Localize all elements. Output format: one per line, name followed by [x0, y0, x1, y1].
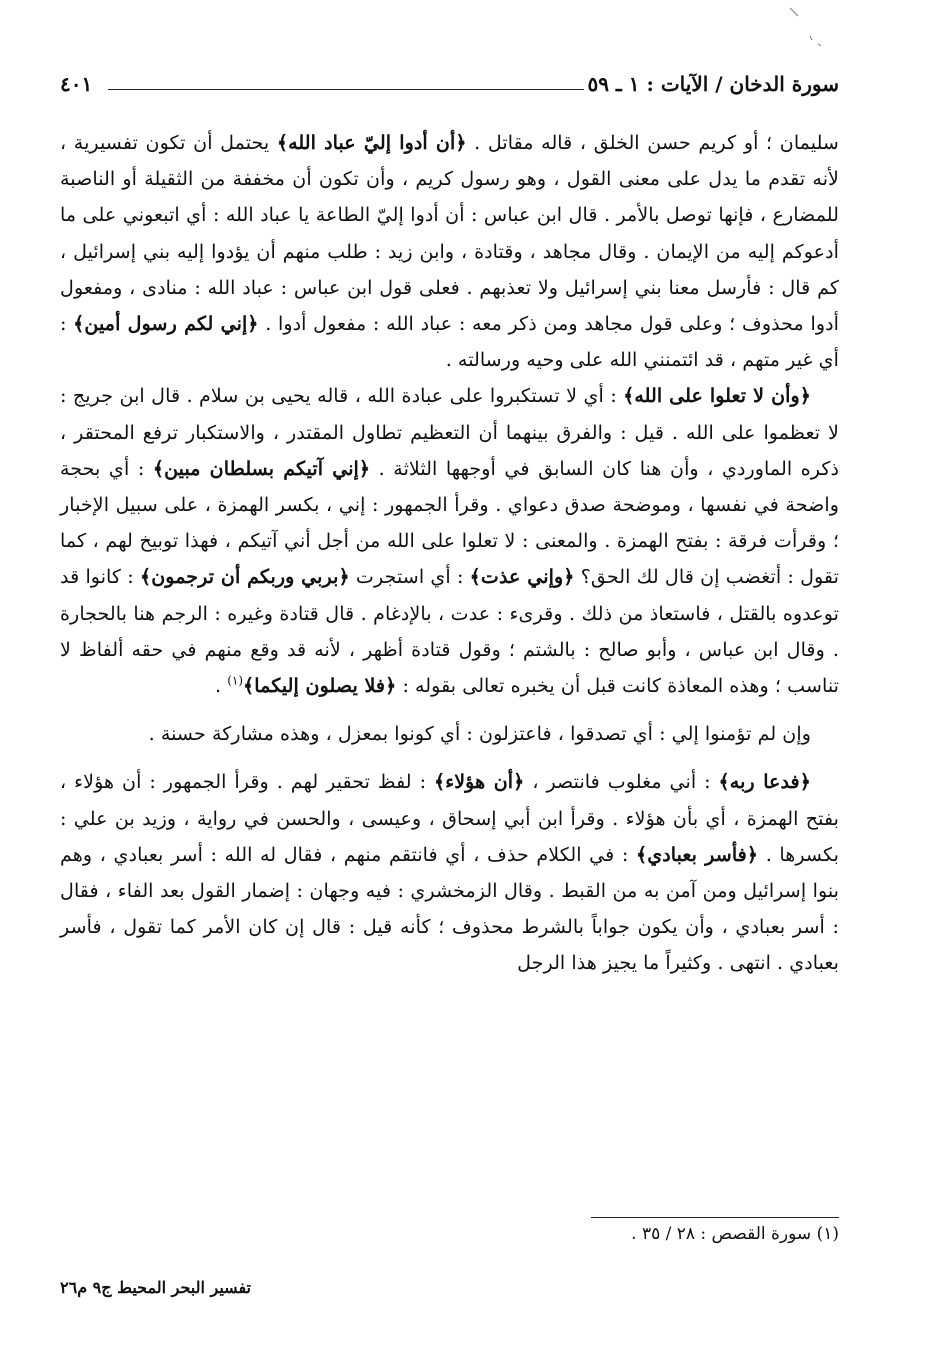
- text-run: : في الكلام حذف ، أي فانتقم منهم ، فقال له الله : أسر بعبادي ، وهم بنوا إسرائيل ومن آمن به من القبط . وقال الزمخشري : فيه وجهان : إضمار القول بعد الفاء ، فقال : أسر بعبادي ، وأن يكون جواباً بالشرط محذوف ؛ كأنه قيل : قال إن كان الأمر كما تقول ، فأسر بعبادي . انتهى . وكثيراً ما يجيز هذا الرجل: [60, 842, 839, 975]
- signature-line: تفسير البحر المحيط ج٩ م٢٦: [60, 1278, 251, 1297]
- paragraph-4: [60, 764, 839, 981]
- text-run: : كانوا قد توعدوه بالقتل ، فاستعاذ من ذلك . وقرىء : عدت ، بالإدغام . قال قتادة وغيره : الرجم هنا بالحجارة . وقال ابن عباس ، وأبو صالح : بالشتم ؛ وقول قتادة أظهر ، لأنه قد وقع منهم في حقه ألفاظ لا تناسب ؛ وهذه المعاذة كانت قبل أن يخبره تعالى بقوله :: [60, 565, 839, 698]
- footnote-reference: (١): [227, 673, 244, 688]
- quran-quote: ﴿أن هؤلاء﴾: [433, 770, 525, 794]
- text-run: يحتمل أن تكون تفسيرية ، لأنه تقدم ما يدل على معنى القول ، وهو رسول كريم ، وأن تكون أن مخففة من الثقيلة أو الناصبة للمضارع ، فإنها توصل بالأمر . قال ابن عباس : أن أدوا إليّ الطاعة يا عباد الله : أي اتبعوني على ما أدعوكم إليه من الإيمان . وقال مجاهد ، وقتادة ، وابن زيد : طلب منهم أن يؤدوا إليه بني إسرائيل ، كم قال : فأرسل معنا بني إسرائيل ولا تعذبهم . فعلى قول ابن عباس : عباد الله : منادى ، ومفعول أدوا محذوف ؛ وعلى قول مجاهد ومن ذكر معه : عباد الله : مفعول أدوا .: [60, 131, 839, 336]
- quran-quote: ﴿إني آتيكم بسلطان مبين﴾: [152, 456, 371, 480]
- text-run: : أي لا تستكبروا على عبادة الله ، قاله يحيى بن سلام . قال ابن جريج : لا تعظموا على الله . قيل : والفرق بينهما أن التعظيم تطاول المقتدر ، والاستكبار ترفع المحتقر ، ذكره الماوردي ، وأن هنا كان السابق في أوجهها الثلاثة .: [60, 384, 840, 480]
- scan-speck-mark: [788, 6, 828, 50]
- paragraph-2: [60, 378, 839, 704]
- text-run: : أي غير متهم ، قد ائتمنني الله على وحيه ورسالته .: [60, 312, 839, 372]
- paragraph-1: [60, 125, 839, 378]
- footnote: (١) سورة القصص : ٢٨ / ٣٥ .: [631, 1224, 839, 1244]
- page-number: ٤٠١: [60, 72, 93, 96]
- quran-quote: ﴿إني لكم رسول أمين﴾: [73, 312, 259, 336]
- text-run: : أي استجرت: [349, 565, 470, 589]
- text-run: : لفظ تحقير لهم . وقرأ الجمهور : أن هؤلاء ، بفتح الهمزة ، أي بأن هؤلاء . وقرأ ابن أبي إسحاق ، وعيسى ، والحسن في رواية ، وزيد بن علي : بكسرها .: [60, 770, 839, 866]
- quran-quote: ﴿فأسر بعبادي﴾: [635, 842, 759, 866]
- text-run: : أي بحجة واضحة في نفسها ، وموضحة صدق دعواي . وقرأ الجمهور : إني ، بكسر الهمزة ، على سبيل الإخبار ؛ وقرأت فرقة : بفتح الهمزة . والمعنى : لا تعلوا على الله من أجل أني آتيكم ، فهذا توبيخ لهم ، كما تقول : أتغضب إن قال لك الحق؟: [60, 456, 839, 589]
- text-run: وإن لم تؤمنوا إلي : أي تصدقوا ، فاعتزلون : أي كونوا بمعزل ، وهذه مشاركة حسنة .: [148, 722, 811, 746]
- quran-quote: ﴿وأن لا تعلوا على الله﴾: [623, 384, 811, 408]
- quran-quote: ﴿فلا يصلون إليكما﴾: [243, 674, 397, 698]
- quran-quote: ﴿وإني عذت﴾: [469, 565, 575, 589]
- running-header: [60, 72, 839, 106]
- footnote-rule: [591, 1217, 839, 1218]
- chapter-title: سورة الدخان / الآيات : ١ ـ ٥٩: [587, 72, 839, 96]
- main-text: [60, 125, 839, 982]
- quran-quote: ﴿بربي وربكم أن ترجمون﴾: [139, 565, 350, 589]
- text-run: : أني مغلوب فانتصر ،: [524, 770, 719, 794]
- header-rule: [108, 89, 584, 90]
- paragraph-3: [60, 716, 839, 752]
- text-run: سليمان ؛ أو كريم حسن الخلق ، قاله مقاتل .: [466, 131, 839, 154]
- quran-quote: ﴿فدعا ربه﴾: [718, 770, 811, 794]
- quran-quote: ﴿أن أدوا إليّ عباد الله﴾: [276, 131, 467, 154]
- text-run: .: [215, 674, 228, 698]
